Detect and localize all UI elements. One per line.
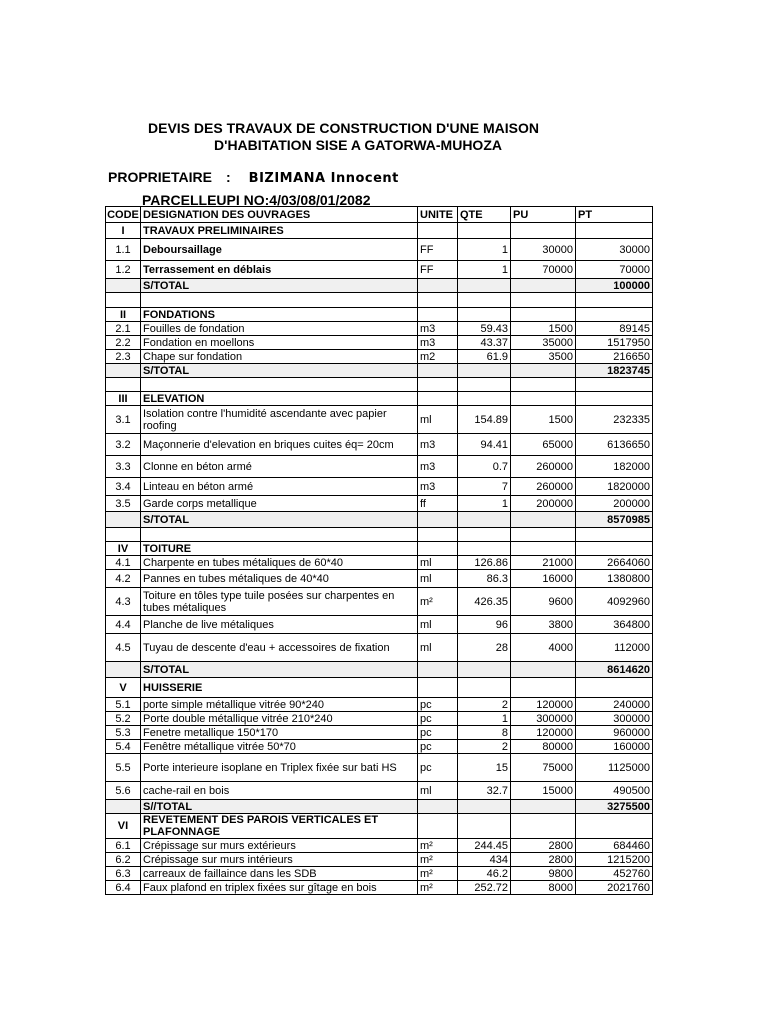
cell-pu: 30000 (511, 239, 576, 261)
table-body (106, 223, 653, 895)
cell-code (106, 528, 141, 542)
cell-qty: 1 (458, 239, 511, 261)
table-row (106, 754, 653, 782)
cell-pt: 2021760 (576, 881, 653, 895)
cell-pt (576, 293, 653, 308)
cell-pt (576, 308, 653, 322)
cell-unit: ml (418, 570, 458, 588)
cell-designation: Planche de live métaliques (141, 616, 418, 634)
table-row (106, 698, 653, 712)
cell-qty (458, 223, 511, 239)
cell-qty: 28 (458, 634, 511, 662)
cell-code: 4.3 (106, 588, 141, 616)
cell-designation: Fenetre metallique 150*170 (141, 726, 418, 740)
cell-code (106, 364, 141, 378)
cell-qty: 43.37 (458, 336, 511, 350)
cell-pt (576, 528, 653, 542)
cell-pt: 300000 (576, 712, 653, 726)
cell-unit: m3 (418, 322, 458, 336)
section-row (106, 542, 653, 556)
cell-pt: 182000 (576, 456, 653, 478)
cell-qty (458, 293, 511, 308)
cell-unit: ml (418, 616, 458, 634)
subtotal-row (106, 364, 653, 378)
cell-unit: FF (418, 239, 458, 261)
cell-pt: 960000 (576, 726, 653, 740)
cell-designation: TRAVAUX PRELIMINAIRES (141, 223, 418, 239)
cell-qty (458, 800, 511, 814)
cell-pt: 1823745 (576, 364, 653, 378)
cell-unit: FF (418, 261, 458, 279)
table-row (106, 478, 653, 496)
cell-pu (511, 542, 576, 556)
cell-pt: 30000 (576, 239, 653, 261)
cell-designation: Isolation contre l'humidité ascendante avec papier roofing (141, 406, 418, 434)
cell-qty: 126.86 (458, 556, 511, 570)
cell-pu: 3800 (511, 616, 576, 634)
cell-code: 5.5 (106, 754, 141, 782)
cell-pt: 364800 (576, 616, 653, 634)
cell-pt: 232335 (576, 406, 653, 434)
cell-pu (511, 293, 576, 308)
cell-code: II (106, 308, 141, 322)
cell-unit (418, 279, 458, 293)
table-row (106, 634, 653, 662)
cell-code (106, 512, 141, 528)
cell-pu (511, 814, 576, 839)
cell-pu: 3500 (511, 350, 576, 364)
cell-designation: S//TOTAL (141, 800, 418, 814)
cell-pu: 15000 (511, 782, 576, 800)
cell-qty (458, 662, 511, 678)
cell-pt (576, 223, 653, 239)
table-row (106, 712, 653, 726)
cell-designation: Charpente en tubes métaliques de 60*40 (141, 556, 418, 570)
cell-code: VI (106, 814, 141, 839)
quote-table (105, 206, 653, 895)
cell-unit (418, 378, 458, 392)
cell-pt (576, 378, 653, 392)
col-header-pu: PU (511, 207, 576, 223)
cell-code: 6.2 (106, 853, 141, 867)
cell-pu: 1500 (511, 322, 576, 336)
table-row (106, 456, 653, 478)
cell-pt: 1820000 (576, 478, 653, 496)
cell-designation: Crépissage sur murs extérieurs (141, 839, 418, 853)
cell-qty (458, 364, 511, 378)
cell-code: 4.2 (106, 570, 141, 588)
cell-unit: ml (418, 556, 458, 570)
cell-code: 3.2 (106, 434, 141, 456)
cell-code: 3.4 (106, 478, 141, 496)
cell-designation: HUISSERIE (141, 678, 418, 698)
cell-unit: m3 (418, 478, 458, 496)
cell-code: 3.1 (106, 406, 141, 434)
cell-pt (576, 542, 653, 556)
cell-unit: ff (418, 496, 458, 512)
cell-designation: Fondation en moellons (141, 336, 418, 350)
cell-designation: REVETEMENT DES PAROIS VERTICALES ET PLAFONNAGE (141, 814, 418, 839)
cell-unit: m² (418, 867, 458, 881)
cell-qty (458, 392, 511, 406)
cell-pt: 4092960 (576, 588, 653, 616)
cell-designation: porte simple métallique vitrée 90*240 (141, 698, 418, 712)
cell-qty: 252.72 (458, 881, 511, 895)
cell-pt: 70000 (576, 261, 653, 279)
cell-pu: 260000 (511, 478, 576, 496)
cell-pu (511, 308, 576, 322)
cell-qty (458, 308, 511, 322)
cell-unit: pc (418, 740, 458, 754)
cell-pt: 684460 (576, 839, 653, 853)
cell-qty: 1 (458, 712, 511, 726)
cell-pt: 1125000 (576, 754, 653, 782)
subtotal-row (106, 800, 653, 814)
cell-code (106, 800, 141, 814)
cell-pt: 160000 (576, 740, 653, 754)
table-row (106, 556, 653, 570)
cell-code: 5.6 (106, 782, 141, 800)
cell-designation: S/TOTAL (141, 662, 418, 678)
cell-designation: Tuyau de descente d'eau + accessoires de fixation (141, 634, 418, 662)
cell-unit (418, 512, 458, 528)
cell-designation: Linteau en béton armé (141, 478, 418, 496)
cell-code: 5.1 (106, 698, 141, 712)
cell-pu: 16000 (511, 570, 576, 588)
cell-pt: 112000 (576, 634, 653, 662)
cell-pt: 452760 (576, 867, 653, 881)
subtotal-row (106, 512, 653, 528)
section-row (106, 392, 653, 406)
cell-pu: 120000 (511, 698, 576, 712)
cell-qty: 7 (458, 478, 511, 496)
cell-unit: m² (418, 853, 458, 867)
cell-unit (418, 542, 458, 556)
cell-pu: 8000 (511, 881, 576, 895)
section-row (106, 308, 653, 322)
cell-pt: 89145 (576, 322, 653, 336)
cell-code: 6.3 (106, 867, 141, 881)
cell-pu: 120000 (511, 726, 576, 740)
cell-pu: 21000 (511, 556, 576, 570)
cell-code: 4.4 (106, 616, 141, 634)
cell-code: IV (106, 542, 141, 556)
cell-pu: 300000 (511, 712, 576, 726)
cell-qty: 96 (458, 616, 511, 634)
cell-code (106, 293, 141, 308)
section-row (106, 223, 653, 239)
table-row (106, 588, 653, 616)
cell-qty: 0.7 (458, 456, 511, 478)
table-row (106, 839, 653, 853)
cell-code: III (106, 392, 141, 406)
cell-code (106, 378, 141, 392)
cell-designation: FONDATIONS (141, 308, 418, 322)
cell-designation: S/TOTAL (141, 279, 418, 293)
cell-code: V (106, 678, 141, 698)
cell-code: 5.4 (106, 740, 141, 754)
cell-unit (418, 800, 458, 814)
table-row (106, 322, 653, 336)
table-row (106, 881, 653, 895)
cell-unit: m3 (418, 456, 458, 478)
cell-unit: ml (418, 406, 458, 434)
cell-pt: 8570985 (576, 512, 653, 528)
cell-unit (418, 293, 458, 308)
cell-unit (418, 662, 458, 678)
cell-pt (576, 678, 653, 698)
cell-pt: 1215200 (576, 853, 653, 867)
cell-designation: Garde corps metallique (141, 496, 418, 512)
cell-pu (511, 392, 576, 406)
cell-pu: 9600 (511, 588, 576, 616)
cell-qty (458, 678, 511, 698)
cell-code: 4.1 (106, 556, 141, 570)
cell-unit (418, 814, 458, 839)
cell-unit (418, 223, 458, 239)
cell-unit: pc (418, 754, 458, 782)
cell-code: 2.1 (106, 322, 141, 336)
cell-pu: 200000 (511, 496, 576, 512)
table-row (106, 853, 653, 867)
cell-unit (418, 528, 458, 542)
cell-unit: m3 (418, 336, 458, 350)
cell-pt: 200000 (576, 496, 653, 512)
cell-qty: 94.41 (458, 434, 511, 456)
cell-code (106, 662, 141, 678)
table-row (106, 570, 653, 588)
cell-pu (511, 279, 576, 293)
cell-pt: 8614620 (576, 662, 653, 678)
cell-code: 3.5 (106, 496, 141, 512)
cell-pt: 240000 (576, 698, 653, 712)
table-row (106, 867, 653, 881)
table-row (106, 350, 653, 364)
cell-qty: 1 (458, 496, 511, 512)
cell-unit: ml (418, 782, 458, 800)
cell-pu (511, 662, 576, 678)
blank-row (106, 528, 653, 542)
cell-pu (511, 223, 576, 239)
cell-qty: 15 (458, 754, 511, 782)
cell-pt: 1380800 (576, 570, 653, 588)
cell-code: 6.1 (106, 839, 141, 853)
col-header-qty: QTE (458, 207, 511, 223)
cell-qty: 154.89 (458, 406, 511, 434)
cell-pu: 2800 (511, 853, 576, 867)
cell-pu (511, 364, 576, 378)
cell-unit: pc (418, 712, 458, 726)
section-row (106, 814, 653, 839)
section-row (106, 678, 653, 698)
col-header-designation: DESIGNATION DES OUVRAGES (141, 207, 418, 223)
cell-pu: 70000 (511, 261, 576, 279)
parcel-number: PARCELLEUPI NO:4/03/08/01/2082 (142, 192, 371, 208)
cell-pt (576, 814, 653, 839)
cell-code (106, 279, 141, 293)
cell-pu: 80000 (511, 740, 576, 754)
cell-pu: 9800 (511, 867, 576, 881)
cell-designation: carreaux de faillaince dans les SDB (141, 867, 418, 881)
cell-code: 3.3 (106, 456, 141, 478)
cell-pu (511, 378, 576, 392)
cell-unit: pc (418, 698, 458, 712)
cell-pt: 216650 (576, 350, 653, 364)
cell-designation: Porte double métallique vitrée 210*240 (141, 712, 418, 726)
cell-pt (576, 392, 653, 406)
blank-row (106, 378, 653, 392)
cell-qty (458, 279, 511, 293)
cell-qty: 1 (458, 261, 511, 279)
cell-unit (418, 678, 458, 698)
cell-pu: 35000 (511, 336, 576, 350)
document-title-line2: D'HABITATION SISE A GATORWA-MUHOZA (214, 137, 502, 153)
cell-qty: 8 (458, 726, 511, 740)
table-row (106, 261, 653, 279)
cell-designation (141, 378, 418, 392)
cell-qty (458, 378, 511, 392)
table-row (106, 406, 653, 434)
cell-qty (458, 528, 511, 542)
cell-qty: 32.7 (458, 782, 511, 800)
cell-unit (418, 364, 458, 378)
owner-line (108, 169, 399, 186)
cell-designation: Pannes en tubes métaliques de 40*40 (141, 570, 418, 588)
cell-pt: 2664060 (576, 556, 653, 570)
cell-pt: 490500 (576, 782, 653, 800)
cell-pu (511, 678, 576, 698)
cell-pu: 260000 (511, 456, 576, 478)
cell-code: 1.2 (106, 261, 141, 279)
cell-designation: Toiture en tôles type tuile posées sur charpentes en tubes métaliques (141, 588, 418, 616)
cell-code: 5.3 (106, 726, 141, 740)
table-row (106, 726, 653, 740)
owner-label: PROPRIETAIRE (108, 169, 212, 185)
cell-pu (511, 528, 576, 542)
table-row (106, 239, 653, 261)
cell-unit: m2 (418, 350, 458, 364)
cell-qty: 2 (458, 698, 511, 712)
cell-designation: Clonne en béton armé (141, 456, 418, 478)
cell-designation: Porte interieure isoplane en Triplex fixée sur bati HS (141, 754, 418, 782)
cell-designation: cache-rail en bois (141, 782, 418, 800)
cell-unit: m² (418, 839, 458, 853)
cell-code: 4.5 (106, 634, 141, 662)
cell-pt: 1517950 (576, 336, 653, 350)
cell-unit: m² (418, 588, 458, 616)
cell-pt: 6136650 (576, 434, 653, 456)
table-row (106, 616, 653, 634)
cell-pu: 65000 (511, 434, 576, 456)
cell-code: 1.1 (106, 239, 141, 261)
table-row (106, 496, 653, 512)
cell-qty (458, 542, 511, 556)
table-row (106, 434, 653, 456)
cell-designation: Fouilles de fondation (141, 322, 418, 336)
cell-qty (458, 814, 511, 839)
blank-row (106, 293, 653, 308)
cell-qty: 434 (458, 853, 511, 867)
cell-qty: 86.3 (458, 570, 511, 588)
cell-unit: m3 (418, 434, 458, 456)
cell-designation: S/TOTAL (141, 512, 418, 528)
cell-designation: Deboursaillage (141, 239, 418, 261)
cell-pu (511, 800, 576, 814)
cell-qty: 61.9 (458, 350, 511, 364)
cell-designation (141, 528, 418, 542)
cell-pu: 4000 (511, 634, 576, 662)
col-header-code: CODE (107, 208, 139, 221)
cell-unit: ml (418, 634, 458, 662)
cell-unit: m² (418, 881, 458, 895)
table-row (106, 336, 653, 350)
cell-designation: Crépissage sur murs intérieurs (141, 853, 418, 867)
cell-designation: Maçonnerie d'elevation en briques cuites éq= 20cm (141, 434, 418, 456)
cell-pu: 1500 (511, 406, 576, 434)
cell-qty: 59.43 (458, 322, 511, 336)
table-header (106, 207, 653, 223)
cell-qty (458, 512, 511, 528)
document-title-line1: DEVIS DES TRAVAUX DE CONSTRUCTION D'UNE MAISON (148, 120, 539, 136)
cell-designation: TOITURE (141, 542, 418, 556)
cell-pu: 75000 (511, 754, 576, 782)
subtotal-row (106, 279, 653, 293)
col-header-pt: PT (576, 207, 653, 223)
cell-code: 2.3 (106, 350, 141, 364)
cell-pu: 2800 (511, 839, 576, 853)
cell-qty: 46.2 (458, 867, 511, 881)
owner-separator: : (225, 169, 231, 185)
cell-code: I (106, 223, 141, 239)
cell-code: 6.4 (106, 881, 141, 895)
table-row (106, 740, 653, 754)
cell-code: 5.2 (106, 712, 141, 726)
cell-designation: Chape sur fondation (141, 350, 418, 364)
cell-unit (418, 308, 458, 322)
subtotal-row (106, 662, 653, 678)
cell-designation: Fenêtre métallique vitrée 50*70 (141, 740, 418, 754)
cell-unit (418, 392, 458, 406)
cell-pu (511, 512, 576, 528)
cell-designation (141, 293, 418, 308)
cell-code: 2.2 (106, 336, 141, 350)
table-row (106, 782, 653, 800)
cell-unit: pc (418, 726, 458, 740)
cell-designation: Faux plafond en triplex fixées sur gîtage en bois (141, 881, 418, 895)
col-header-unit: UNITE (418, 207, 458, 223)
cell-pt: 3275500 (576, 800, 653, 814)
owner-name: BIZIMANA Innocent (248, 171, 399, 186)
cell-pt: 100000 (576, 279, 653, 293)
cell-qty: 2 (458, 740, 511, 754)
cell-qty: 426.35 (458, 588, 511, 616)
cell-designation: Terrassement en déblais (141, 261, 418, 279)
cell-designation: ELEVATION (141, 392, 418, 406)
cell-qty: 244.45 (458, 839, 511, 853)
cell-designation: S/TOTAL (141, 364, 418, 378)
